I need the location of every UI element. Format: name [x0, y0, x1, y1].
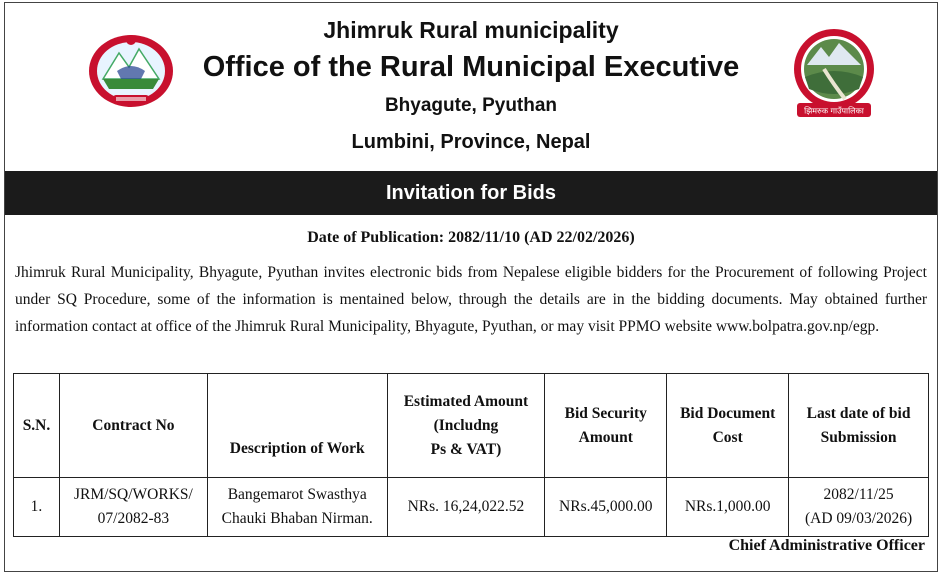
cell-description [207, 478, 387, 537]
header-bid-document-line-2: Cost [712, 428, 743, 446]
cell-contract-no-line-2: 07/2082-83 [97, 510, 170, 527]
header-estimated-line-3: Ps & VAT) [430, 440, 502, 458]
header-last-date-line-1: Last date of bid [806, 404, 911, 422]
header-sn: S.N. [14, 374, 60, 478]
cell-sn: 1. [14, 478, 60, 537]
cell-last-date [789, 478, 929, 537]
header-contract-no: Contract No [59, 374, 207, 478]
office-name: Office of the Rural Municipal Executive [202, 51, 740, 83]
cell-last-date-line-2: (AD 09/03/2026) [804, 510, 913, 527]
header-bid-security [545, 374, 667, 478]
header-bid-security-line-1: Bid Security [564, 404, 647, 422]
header-estimated-line-2: (Includng [433, 416, 499, 434]
cell-contract-no [59, 478, 207, 537]
logo-caption: झिमरुक गाउँपालिका [804, 106, 864, 116]
header-estimated-line-1: Estimated Amount [403, 392, 529, 410]
signatory: Chief Administrative Officer [728, 537, 925, 554]
address-line-1: Bhyagute, Pyuthan [384, 95, 558, 116]
header-last-date-line-2: Submission [820, 428, 897, 446]
notice-header [5, 3, 937, 171]
cell-contract-no-line-1: JRM/SQ/WORKS/ [73, 486, 193, 503]
municipality-logo-icon [779, 25, 889, 121]
cell-estimated-amount: NRs. 16,24,022.52 [387, 478, 545, 537]
table-header-row [14, 374, 929, 478]
cell-bid-document-cost: NRs.1,000.00 [667, 478, 789, 537]
bids-table [13, 373, 929, 537]
header-last-date [789, 374, 929, 478]
address-line-2: Lumbini, Province, Nepal [351, 131, 591, 153]
municipality-name: Jhimruk Rural municipality [323, 17, 619, 43]
cell-description-line-1: Bangemarot Swasthya [227, 486, 367, 503]
intro-paragraph: Jhimruk Rural Municipality, Bhyagute, Pyuthan invites electronic bids from Nepalese eligible bidders for the Procurement of following Project under SQ Procedure, some of the information is mentained below, through the details are in the bidding documents. May obtained further information contact at office of the Jhimruk Rural Municipality, Bhyagute, Pyuthan, or may visit PPMO website www.bolpatra.gov.np/egp. [15, 264, 927, 335]
header-bid-security-line-2: Amount [578, 428, 633, 446]
header-bid-document-line-1: Bid Document [680, 404, 776, 422]
invitation-banner: Invitation for Bids [5, 171, 937, 215]
notice-frame [4, 2, 938, 572]
header-estimated-amount [387, 374, 545, 478]
header-description [207, 374, 387, 478]
header-description-text: Description of Work [229, 440, 365, 457]
header-bid-document-cost [667, 374, 789, 478]
cell-last-date-line-1: 2082/11/25 [823, 486, 894, 503]
cell-bid-security: NRs.45,000.00 [545, 478, 667, 537]
cell-description-line-2: Chauki Bhaban Nirman. [221, 510, 373, 527]
publication-date: Date of Publication: 2082/11/10 (AD 22/02/2026) [307, 229, 635, 246]
table-row [14, 478, 929, 537]
